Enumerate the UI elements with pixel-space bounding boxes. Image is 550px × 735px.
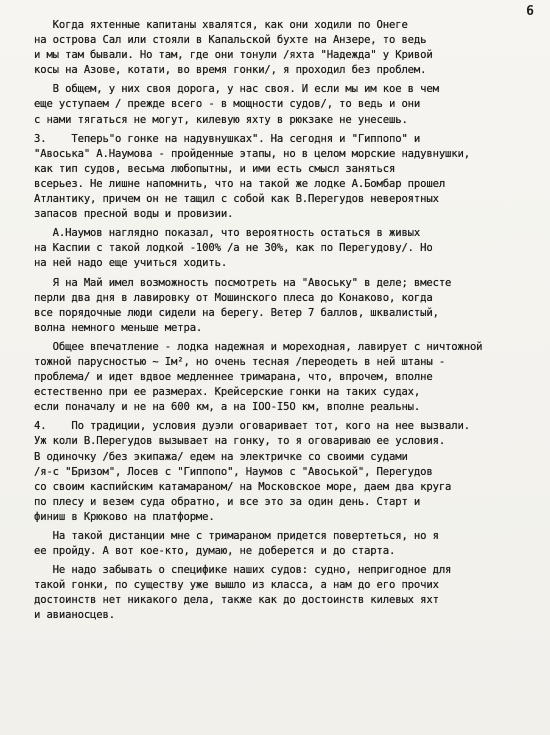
text-line: финиш в Крюково на платформе.: [34, 510, 215, 523]
paragraph: [34, 419, 546, 525]
text-line: "Авоська" А.Наумова - пройденные этапы, но в целом морские надувнушки,: [34, 147, 470, 160]
text-line: А.Наумов наглядно показал, что вероятность остаться в живых: [34, 227, 421, 240]
text-line: 3. Теперь"о гонке на надувнушках". На сегодня и "Гиппопо" и: [34, 132, 421, 145]
text-line: все порядочные люди сидели на берегу. Ветер 7 баллов, шквалистый,: [34, 306, 439, 319]
text-line: со своим каспийским катамараном/ на Московское море, даем два круга: [34, 480, 452, 493]
text-line: Общее впечатление - лодка надежная и мореходная, лавирует с ничтожной: [34, 340, 483, 353]
text-line: 4. По традиции, условия дуэли оговаривает тот, кого на нее вызвали.: [34, 420, 470, 433]
text-line: тожной парусностью ~ Iм², но очень тесная /переодеть в ней штаны -: [34, 355, 446, 368]
paragraph: [34, 340, 546, 415]
text-line: /я-с "Бризом", Лосев с "Гиппопо", Наумов с "Авоськой", Перегудов: [34, 465, 433, 478]
text-line: и мы там бывали. Но там, где они тонули /яхта "Надежда" у Кривой: [34, 49, 433, 62]
paragraph: [34, 82, 546, 127]
text-line: такой гонки, по существу уже вышло из класса, а нам до его прочих: [34, 579, 439, 592]
text-line: волна немного меньше метра.: [34, 321, 203, 334]
text-line: косы на Азове, котати, во время гонки/, я проходил без проблем.: [34, 64, 427, 77]
text-line: Когда яхтенные капитаны хвалятся, как они ходили по Онеге: [34, 19, 408, 31]
paragraph: [34, 226, 546, 271]
text-line: Не надо забывать о специфике наших судов: судно, непригодное для: [34, 564, 452, 577]
text-line: На такой дистанции мне с тримараном придется повертеться, но я: [34, 530, 439, 542]
text-line: естественно при ее размерах. Крейсерские гонки на таких судах,: [34, 386, 421, 399]
text-line: перли два дня в лавировку от Мошинского плеса до Конаково, когда: [34, 291, 433, 304]
text-line: на ней надо еще учиться ходить.: [34, 257, 228, 270]
text-line: всерьез. Не лишне напомнить, что на такой же лодке А.Бомбар прошел: [34, 177, 446, 190]
paragraph: [34, 529, 546, 559]
text-line: запасов пресной воды и провизии.: [34, 208, 234, 221]
text-line: Я на Май имел возможность посмотреть на "Авоську" в деле; вместе: [34, 276, 452, 289]
text-line: если поначалу и не на 600 км, а на IOO-I5O км, вполне реальны.: [34, 401, 421, 414]
text-line: и авианосцев.: [34, 609, 115, 622]
paragraph: [34, 276, 546, 336]
text-line: ее пройду. А вот кое-кто, думаю, не доберется и до старта.: [34, 545, 396, 558]
page-number: 6: [526, 4, 534, 19]
text-line: еще уступаем / прежде всего - в мощности судов/, то ведь и они: [34, 98, 421, 111]
text-line: достоинств нет никакого дела, также как до достоинств килевых яхт: [34, 594, 439, 607]
paragraph: [34, 132, 546, 223]
text-line: В общем, у них своя дорога, у нас своя. И если мы им кое в чем: [34, 83, 439, 96]
text-line: на Каспии с такой лодкой -100% /а не 30%, как по Перегудову/. Но: [34, 242, 433, 255]
paragraph: [34, 18, 546, 78]
text-line: на острова Сал или стояли в Капальской бухте на Анзере, то ведь: [34, 34, 427, 47]
document-body: [34, 18, 546, 628]
text-line: проблема/ и идет вдвое медленнее тримарана, что, впрочем, вполне: [34, 371, 433, 384]
text-line: как тип судов, весьма любопытны, и ими есть смысл заняться: [34, 162, 396, 175]
text-line: по плесу и везем суда обратно, и все это за один день. Старт и: [34, 495, 421, 508]
paragraph: [34, 563, 546, 623]
text-line: В одиночку /без экипажа/ едем на электричке со своими судами: [34, 450, 408, 463]
text-line: Атлантику, причем он не тащил с собой как В.Перегудов невероятных: [34, 193, 439, 206]
text-line: Уж коли В.Перегудов вызывает на гонку, то я оговариваю ее условия.: [34, 435, 446, 448]
text-line: с нами тягаться не могут, килевую яхту в рюкзаке не унесешь.: [34, 113, 408, 126]
